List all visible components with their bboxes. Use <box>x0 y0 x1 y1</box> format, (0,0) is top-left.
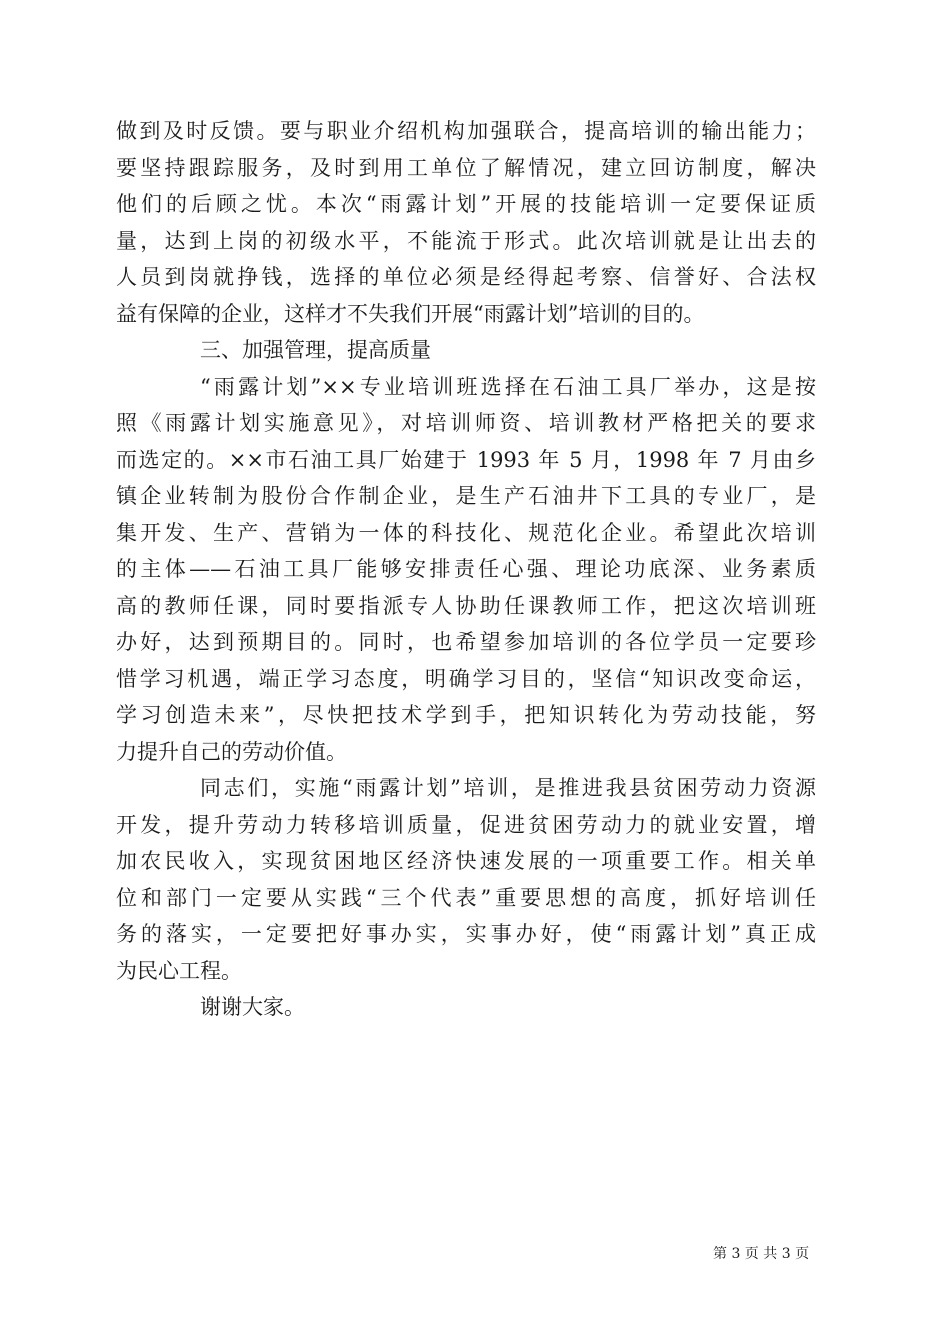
page-number: 第 3 页 共 3 页 <box>713 1246 810 1262</box>
text-line: 办好，达到预期目的。同时，也希望参加培训的各位学员一定要珍 <box>116 630 816 654</box>
text-line: 惜学习机遇，端正学习态度，明确学习目的，坚信“知识改变命运， <box>116 666 816 691</box>
text-line: 量，达到上岗的初级水平，不能流于形式。此次培训就是让出去的 <box>116 228 816 253</box>
text-line: 力提升自己的劳动价值。 <box>116 739 347 764</box>
text-line: 为民心工程。 <box>116 958 242 983</box>
text-line: 做到及时反馈。要与职业介绍机构加强联合，提高培训的输出能力； <box>116 119 816 143</box>
text-line: 加农民收入，实现贫困地区经济快速发展的一项重要工作。相关单 <box>116 849 816 873</box>
text-line: 的主体——石油工具厂能够安排责任心强、理论功底深、业务素质 <box>116 557 816 581</box>
text-line: 学习创造未来”，尽快把技术学到手，把知识转化为劳动技能，努 <box>116 703 816 727</box>
text-line: 同志们，实施“雨露计划”培训，是推进我县贫困劳动力资源 <box>200 776 816 800</box>
text-line: 他们的后顾之忧。本次“雨露计划”开展的技能培训一定要保证质 <box>116 192 816 216</box>
text-line: 务的落实，一定要把好事办实，实事办好，使“雨露计划”真正成 <box>116 922 816 946</box>
text-line: 照《雨露计划实施意见》，对培训师资、培训教材严格把关的要求 <box>116 411 816 435</box>
text-line: 人员到岗就挣钱，选择的单位必须是经得起考察、信誉好、合法权 <box>116 265 816 289</box>
text-line: 要坚持跟踪服务，及时到用工单位了解情况，建立回访制度，解决 <box>116 155 816 180</box>
text-line: 开发，提升劳动力转移培训质量，促进贫困劳动力的就业安置，增 <box>116 812 816 837</box>
text-line: 而选定的。××市石油工具厂始建于 1993 年 5 月，1998 年 7 月由乡 <box>116 447 816 472</box>
text-line: 镇企业转制为股份合作制企业，是生产石油井下工具的专业厂，是 <box>116 484 816 508</box>
text-line: 高的教师任课，同时要指派专人协助任课教师工作，把这次培训班 <box>116 593 816 618</box>
text-line: 谢谢大家。 <box>200 995 305 1019</box>
text-line: 位和部门一定要从实践“三个代表”重要思想的高度，抓好培训任 <box>116 885 816 910</box>
text-line: “雨露计划”××专业培训班选择在石油工具厂举办，这是按 <box>200 374 816 399</box>
text-line: 三、加强管理，提高质量 <box>200 338 431 362</box>
text-line: 益有保障的企业，这样才不失我们开展“雨露计划”培训的目的。 <box>116 301 705 326</box>
body-text <box>116 113 816 1026</box>
text-line: 集开发、生产、营销为一体的科技化、规范化企业。希望此次培训 <box>116 520 816 545</box>
